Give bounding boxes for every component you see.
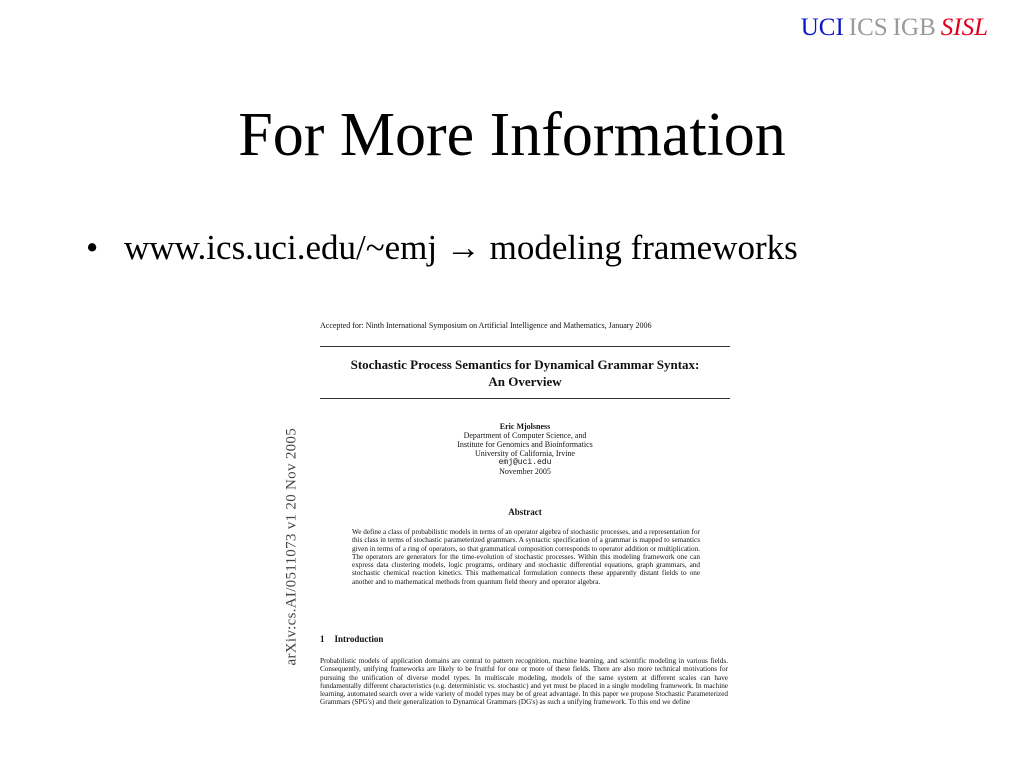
paper-rule-bottom [320,398,730,399]
paper-date: November 2005 [499,467,551,476]
intro-number: 1 [320,634,325,644]
brand-ics: ICS [848,14,888,41]
paper-dept: Department of Computer Science, and [463,431,587,440]
brand-uci: UCI [800,14,844,41]
paper-title [320,356,730,390]
intro-text: Probabilistic models of application domains are central to pattern recognition, machine learning, and scientific modeling in various fields. Consequently, unifying frameworks are likely to be fruitful for one or more of these fields. There are also more technical motivations for pursuing the unification of diverse model types. In multiscale modeling, models of the same system at different scales can have fundamentally different characteristics (e.g. deterministic vs. stochastic) and yet must be placed in a single modeling framework. In machine learning, automated search over a wide variety of model types may be of great advantage. In this paper we propose Stochastic Parameterized Grammars (SPG's) and their generalization to Dynamical Grammars (DG's) as such a unifying framework. To this end we define [320,657,728,707]
paper-author: Eric Mjolsness [499,422,551,431]
abstract-text: We define a class of probabilistic models in terms of an operator algebra of stochastic processes, and a representation for this class in terms of stochastic parameterized grammars. A syntactic specification of a grammar is mapped to semantics given in terms of a ring of operators, so that grammatical composition corresponds to operator addition or multiplication. The operators are generators for the time-evolution of stochastic processes. Within this modeling framework one can express data clustering models, logic programs, ordinary and stochastic differential equations, graph grammars, and stochastic chemical reaction kinetics. This mathematical formulation connects these apparently distant fields to one another and to mathematical methods from quantum field theory and operator algebra. [352,528,700,586]
website-link[interactable]: www.ics.uci.edu/~emj [124,228,438,267]
abstract-heading: Abstract [508,507,542,517]
paper-rule-top [320,346,730,347]
paper-screenshot [270,312,740,732]
paper-title-line-1: Stochastic Process Semantics for Dynamical Grammar Syntax: [350,357,700,372]
brand-sisl: SISL [940,14,988,41]
bullet-text: modeling frameworks [489,228,798,267]
paper-email: emj@uci.edu [498,458,552,467]
bullet-marker: • [86,228,99,267]
paper-institute: Institute for Genomics and Bioinformatics [457,440,593,449]
paper-accepted-note: Accepted for: Ninth International Symposium on Artificial Intelligence and Mathematics, January 2006 [320,321,652,330]
arrow-icon: → [445,228,481,267]
intro-heading [320,634,383,644]
institution-brand [801,14,988,42]
paper-university: University of California, Irvine [475,449,575,458]
bullet-item [86,228,798,268]
slide-title: For More Information [238,101,786,169]
paper-title-line-2: An Overview [488,374,562,389]
arxiv-stamp: arXiv:cs.AI/0511073 v1 20 Nov 2005 [283,427,300,666]
brand-igb: IGB [892,14,936,41]
paper-author-block [320,422,730,476]
intro-heading-text: Introduction [334,634,384,644]
